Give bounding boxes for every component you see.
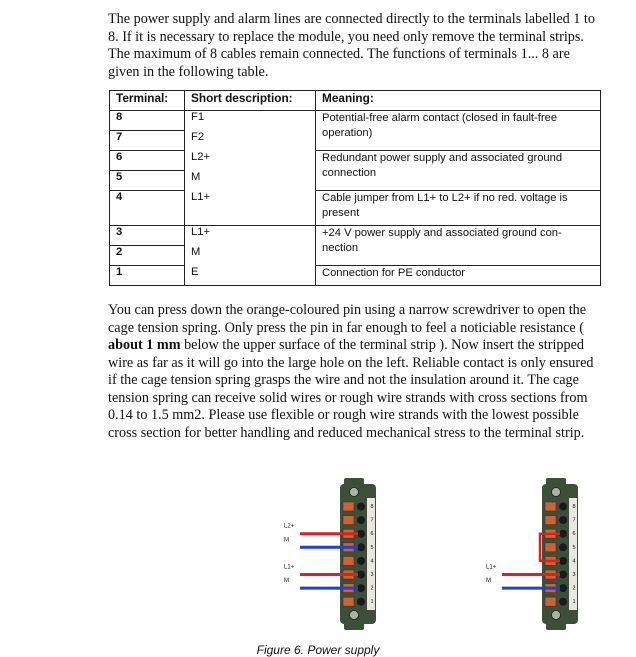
terminal-number: 8 — [110, 111, 185, 131]
left-wire-hole — [357, 503, 365, 511]
right-wire-hole — [559, 543, 567, 551]
header-terminal: Terminal: — [110, 91, 185, 111]
left-release-pin — [343, 502, 354, 511]
table-row — [110, 226, 601, 246]
right-wire-label: M — [486, 578, 491, 585]
terminal-number: 7 — [110, 131, 185, 151]
left-label-strip — [367, 498, 375, 610]
right-terminal-number: 7 — [572, 517, 576, 524]
right-release-pin — [545, 516, 556, 525]
instructions-text-1: You can press down the orange-coloured pin using a narrow screwdriver to open the cage tension spring. Only press the pin in far enough to feel a noticiable resistance ( — [108, 302, 587, 336]
meaning: Cable jumper from L1+ to L2+ if no red. voltage is present — [316, 191, 601, 226]
left-release-pin — [343, 597, 354, 606]
left-wire-label: M — [284, 578, 289, 585]
instructions-bold: about 1 mm — [108, 337, 181, 353]
left-wire-label: L1+ — [284, 564, 295, 571]
left-release-pin — [343, 516, 354, 525]
terminal-number: 2 — [110, 246, 185, 266]
right-terminal-number: 6 — [572, 531, 576, 538]
left-terminal-number: 8 — [370, 504, 374, 510]
left-wire-label: L2+ — [284, 523, 295, 530]
table-row — [110, 191, 601, 226]
short-description: E — [185, 266, 316, 286]
right-terminal-number: 3 — [572, 572, 576, 578]
right-wire-hole — [559, 530, 567, 538]
terminal-number: 1 — [110, 266, 185, 286]
right-wire-hole — [559, 557, 567, 565]
right-connector-bottom-tab — [546, 620, 566, 630]
left-wire-label: M — [284, 537, 289, 544]
left-terminal-number: 5 — [370, 544, 374, 551]
terminal-table — [109, 90, 601, 286]
figure-caption: Figure 6. Power supply — [256, 643, 380, 657]
left-wire-hole — [357, 557, 365, 565]
meaning: Redundant power supply and associated ground connection — [316, 151, 601, 191]
short-description: F2 — [185, 131, 316, 151]
table-row — [110, 151, 601, 171]
meaning: Potential-free alarm contact (closed in fault-free operation) — [316, 111, 601, 151]
terminal-number: 3 — [110, 226, 185, 246]
left-terminal-number: 1 — [370, 599, 374, 606]
instructions-paragraph — [108, 302, 598, 442]
right-terminal-number: 4 — [572, 558, 576, 565]
left-wire-hole — [357, 571, 365, 579]
right-connector-top-tab — [546, 478, 566, 488]
table-row — [110, 111, 601, 131]
right-wire-hole — [559, 503, 567, 511]
right-wire-hole — [559, 571, 567, 579]
left-wire-hole — [357, 598, 365, 606]
right-terminal-number: 2 — [572, 585, 576, 592]
right-wire-hole — [559, 516, 567, 524]
left-terminal-number: 3 — [370, 572, 374, 578]
right-wire-hole — [559, 598, 567, 606]
intro-paragraph: The power supply and alarm lines are connected directly to the terminals labelled 1 to 8. If it is necessary to replace the module, you need only remove the terminal strips. The maximum of 8 cables remain connected. The functions of terminals 1... 8 are given in the following table. — [108, 11, 595, 80]
short-description: M — [185, 246, 316, 266]
terminal-number: 6 — [110, 151, 185, 171]
left-terminal-number: 6 — [370, 531, 374, 538]
short-description: L1+ — [185, 191, 316, 226]
instructions-text-2: below the upper surface of the terminal strip ). Now insert the stripped wire as far as it will go into the large hole on the left. Reliable contact is only ensured if the cage tension spring grasps the wire and not the insulation around it. The cage tension spring can receive solid wires or rough wire strands with cross sections from 0.14 to 1.5 mm2. Please use flexible or rough wire strands with the lowest possible cross section for better handling and reduced mechanical stress to the terminal strip. — [108, 337, 594, 441]
left-top-screw — [350, 488, 359, 497]
terminal-number: 4 — [110, 191, 185, 226]
left-wire-hole — [357, 516, 365, 524]
left-connector-bottom-tab — [344, 620, 364, 630]
short-description: F1 — [185, 111, 316, 131]
right-wire-hole — [559, 584, 567, 592]
right-label-strip — [569, 498, 577, 610]
header-meaning: Meaning: — [316, 91, 601, 111]
short-description: L2+ — [185, 151, 316, 171]
right-terminal-number: 1 — [572, 599, 576, 606]
header-short-description: Short description: — [185, 91, 316, 111]
right-release-pin — [545, 502, 556, 511]
table-row — [110, 266, 601, 286]
terminal-number: 5 — [110, 171, 185, 191]
left-terminal-number: 2 — [370, 585, 374, 592]
left-wire-hole — [357, 530, 365, 538]
right-bottom-screw — [552, 611, 561, 620]
left-connector-top-tab — [344, 478, 364, 488]
right-top-screw — [552, 488, 561, 497]
short-description: L1+ — [185, 226, 316, 246]
left-terminal-number: 4 — [370, 558, 374, 565]
meaning: +24 V power supply and associated ground con-nection — [316, 226, 601, 266]
left-wire-hole — [357, 543, 365, 551]
right-terminal-number: 8 — [572, 504, 576, 510]
right-terminal-number: 5 — [572, 544, 576, 551]
wiring-diagram — [0, 470, 636, 640]
left-wire-hole — [357, 584, 365, 592]
left-terminal-number: 7 — [370, 517, 374, 524]
right-release-pin — [545, 543, 556, 552]
short-description: M — [185, 171, 316, 191]
left-release-pin — [343, 556, 354, 565]
left-bottom-screw — [350, 611, 359, 620]
right-wire-label: L1+ — [486, 564, 497, 571]
right-release-pin — [545, 597, 556, 606]
power-supply-figure — [0, 470, 636, 656]
meaning: Connection for PE conductor — [316, 266, 601, 286]
